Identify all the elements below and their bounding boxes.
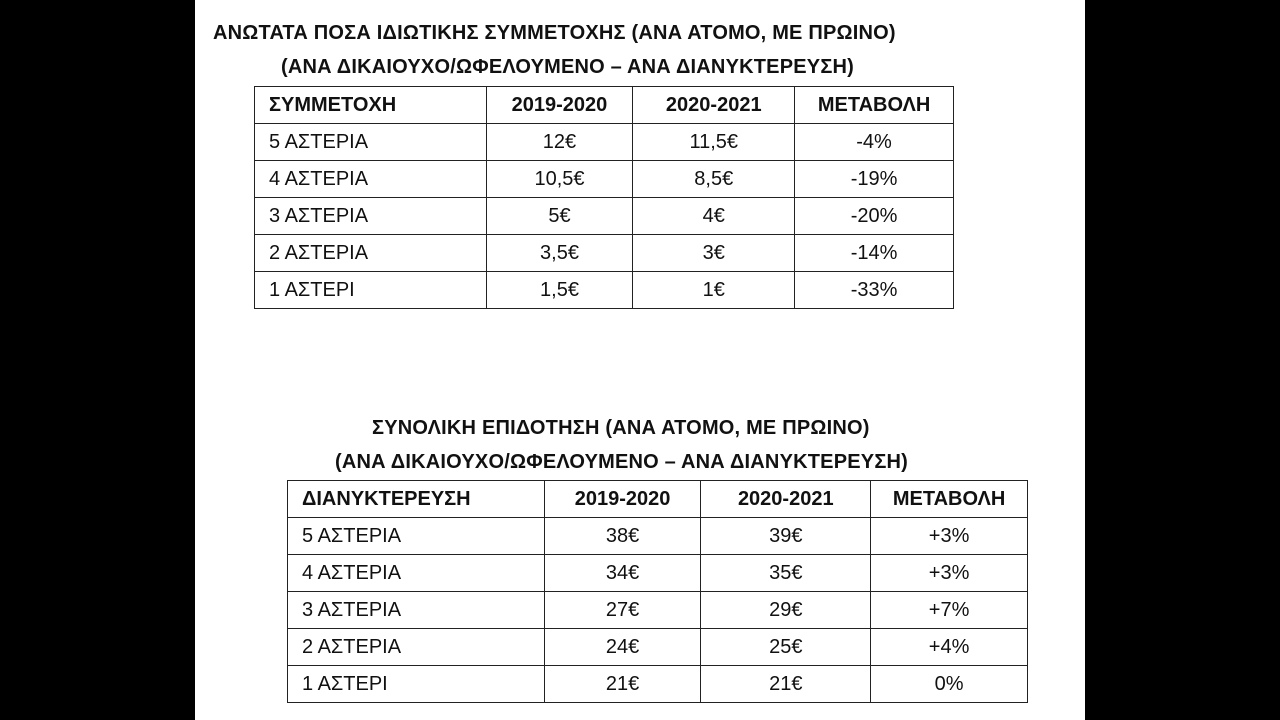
table2-title-line2: (ΑΝΑ ΔΙΚΑΙΟΥΧΟ/ΩΦΕΛΟΥΜΕΝΟ – ΑΝΑ ΔΙΑΝΥΚΤΕΡΕΥΣΗ) bbox=[335, 451, 909, 473]
table-row bbox=[288, 592, 1028, 629]
table-row bbox=[255, 198, 954, 235]
column-header: 2019-2020 bbox=[486, 87, 633, 124]
table1-title-line1: ΑΝΩΤΑΤΑ ΠΟΣΑ ΙΔΙΩΤΙΚΗΣ ΣΥΜΜΕΤΟΧΗΣ (ΑΝΑ ΑΤΟΜΟ, ΜΕ ΠΡΩΙΝΟ) bbox=[213, 22, 896, 44]
table-cell: 5€ bbox=[486, 198, 633, 235]
table-row bbox=[288, 666, 1028, 703]
table-cell: 4 ΑΣΤΕΡΙΑ bbox=[255, 161, 487, 198]
table-cell: +3% bbox=[871, 555, 1028, 592]
table-cell: 8,5€ bbox=[633, 161, 795, 198]
table-row bbox=[255, 272, 954, 309]
table-cell: -14% bbox=[795, 235, 954, 272]
column-header: ΔΙΑΝΥΚΤΕΡΕΥΣΗ bbox=[288, 481, 545, 518]
table-cell: 1 ΑΣΤΕΡΙ bbox=[255, 272, 487, 309]
table-cell: 24€ bbox=[544, 629, 701, 666]
table-cell: 12€ bbox=[486, 124, 633, 161]
table-cell: 38€ bbox=[544, 518, 701, 555]
table-cell: 4 ΑΣΤΕΡΙΑ bbox=[288, 555, 545, 592]
table1-title-line2: (ΑΝΑ ΔΙΚΑΙΟΥΧΟ/ΩΦΕΛΟΥΜΕΝΟ – ΑΝΑ ΔΙΑΝΥΚΤΕΡΕΥΣΗ) bbox=[281, 56, 855, 78]
table-cell: +3% bbox=[871, 518, 1028, 555]
max-private-contribution-table bbox=[254, 86, 954, 309]
table-cell: 1€ bbox=[633, 272, 795, 309]
table-cell: 1 ΑΣΤΕΡΙ bbox=[288, 666, 545, 703]
table-row bbox=[255, 161, 954, 198]
column-header: 2019-2020 bbox=[544, 481, 701, 518]
column-header: 2020-2021 bbox=[701, 481, 871, 518]
table-cell: 29€ bbox=[701, 592, 871, 629]
table-cell: 4€ bbox=[633, 198, 795, 235]
table-cell: 11,5€ bbox=[633, 124, 795, 161]
column-header: ΜΕΤΑΒΟΛΗ bbox=[795, 87, 954, 124]
table-row bbox=[288, 629, 1028, 666]
table-cell: 5 ΑΣΤΕΡΙΑ bbox=[288, 518, 545, 555]
table-cell: 1,5€ bbox=[486, 272, 633, 309]
table-cell: 21€ bbox=[544, 666, 701, 703]
table-row bbox=[288, 555, 1028, 592]
table-cell: 3€ bbox=[633, 235, 795, 272]
table-cell: +4% bbox=[871, 629, 1028, 666]
table-cell: 3,5€ bbox=[486, 235, 633, 272]
table-cell: 2 ΑΣΤΕΡΙΑ bbox=[288, 629, 545, 666]
table-cell: 2 ΑΣΤΕΡΙΑ bbox=[255, 235, 487, 272]
table-header-row bbox=[288, 481, 1028, 518]
column-header: ΜΕΤΑΒΟΛΗ bbox=[871, 481, 1028, 518]
table-cell: 25€ bbox=[701, 629, 871, 666]
table-cell: 3 ΑΣΤΕΡΙΑ bbox=[288, 592, 545, 629]
total-subsidy-table bbox=[287, 480, 1028, 703]
column-header: ΣΥΜΜΕΤΟΧΗ bbox=[255, 87, 487, 124]
table-row bbox=[255, 124, 954, 161]
document-page bbox=[195, 0, 1085, 720]
table-cell: -20% bbox=[795, 198, 954, 235]
table-cell: 27€ bbox=[544, 592, 701, 629]
table-cell: 0% bbox=[871, 666, 1028, 703]
table-cell: -33% bbox=[795, 272, 954, 309]
table-cell: 34€ bbox=[544, 555, 701, 592]
table-cell: 10,5€ bbox=[486, 161, 633, 198]
table2-title-line1: ΣΥΝΟΛΙΚΗ ΕΠΙΔΟΤΗΣΗ (ΑΝΑ ΑΤΟΜΟ, ΜΕ ΠΡΩΙΝΟ) bbox=[372, 417, 870, 439]
table-cell: 35€ bbox=[701, 555, 871, 592]
table-cell: -19% bbox=[795, 161, 954, 198]
table-cell: +7% bbox=[871, 592, 1028, 629]
table-cell: 3 ΑΣΤΕΡΙΑ bbox=[255, 198, 487, 235]
table-cell: -4% bbox=[795, 124, 954, 161]
table-row bbox=[255, 235, 954, 272]
table-cell: 39€ bbox=[701, 518, 871, 555]
column-header: 2020-2021 bbox=[633, 87, 795, 124]
table-cell: 21€ bbox=[701, 666, 871, 703]
table-header-row bbox=[255, 87, 954, 124]
table-cell: 5 ΑΣΤΕΡΙΑ bbox=[255, 124, 487, 161]
table-row bbox=[288, 518, 1028, 555]
